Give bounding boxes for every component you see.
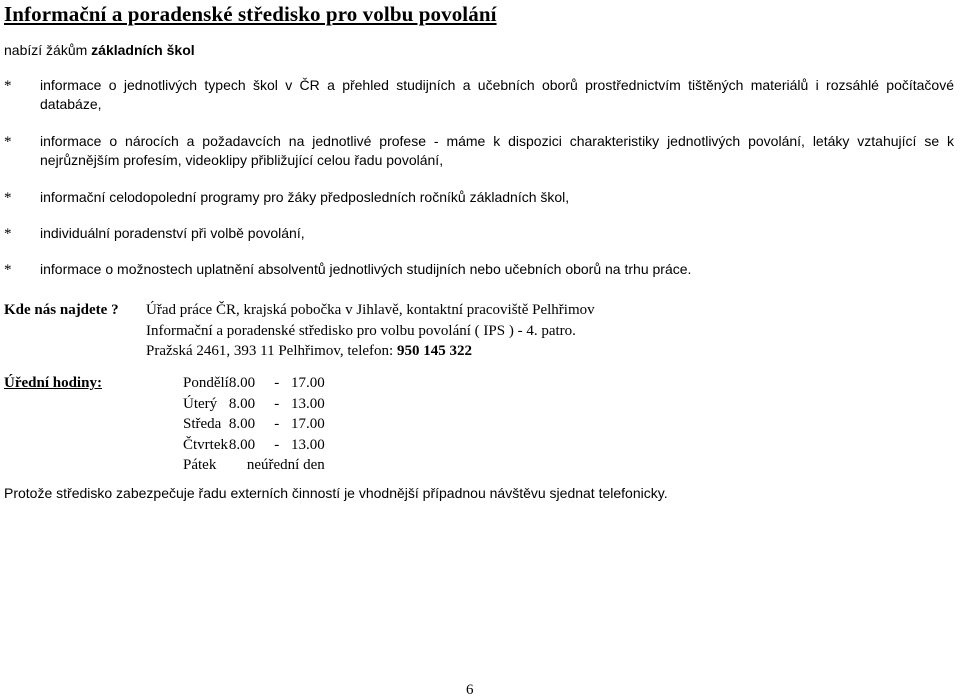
list-item xyxy=(0,188,960,207)
hours-day: Pátek xyxy=(183,457,217,473)
subtitle-prefix: nabízí žákům xyxy=(4,42,92,58)
phone-number: 950 145 322 xyxy=(396,343,472,359)
hours-to: 13.00 xyxy=(290,395,325,412)
address-line-street xyxy=(146,341,595,362)
list-item xyxy=(0,224,960,243)
hours-from: 8.00 xyxy=(228,375,256,391)
hours-to: 13.00 xyxy=(290,436,325,453)
location-label: Kde nás najdete ? xyxy=(4,302,119,318)
bullet-star-icon: * xyxy=(4,134,12,150)
address-line-department: Informační a poradenské středisko pro volbu povolání ( IPS ) - 4. patro. xyxy=(146,322,576,339)
page-title: Informační a poradenské středisko pro volbu povolání xyxy=(4,2,497,26)
table-row xyxy=(183,435,325,456)
list-item xyxy=(0,260,960,279)
bullet-star-icon: * xyxy=(4,262,12,278)
hours-to: 17.00 xyxy=(290,375,325,391)
services-list xyxy=(0,76,960,296)
address-street-text: Pražská 2461, 393 11 Pelhřimov, telefon: xyxy=(146,343,397,359)
hours-from: 8.00 xyxy=(228,436,256,453)
hours-dash: - xyxy=(274,416,280,432)
hours-from: 8.00 xyxy=(228,395,256,412)
office-hours-label: Úřední hodiny: xyxy=(4,375,102,391)
footer-note: Protože středisko zabezpečuje řadu externích činností je vhodnější případnou návštěvu sjednat telefonicky. xyxy=(4,485,668,501)
hours-from: 8.00 xyxy=(228,416,256,432)
table-row xyxy=(183,373,325,394)
bullet-star-icon: * xyxy=(4,226,12,242)
list-item-text: informace o jednotlivých typech škol v ČR a přehled studijních a učebních oborů prostřednictvím tištěných materiálů i rozsáhlé počítačové databáze, xyxy=(40,77,954,112)
table-row xyxy=(183,414,325,435)
list-item xyxy=(0,76,960,114)
hours-to: 17.00 xyxy=(290,416,325,432)
hours-day: Čtvrtek xyxy=(183,436,228,453)
subtitle-emphasis: základních škol xyxy=(91,42,195,58)
hours-closed: neúřední den xyxy=(246,457,325,473)
table-row xyxy=(183,455,325,476)
table-row xyxy=(183,394,325,415)
hours-day: Úterý xyxy=(183,395,218,412)
address-line-office: Úřad práce ČR, krajská pobočka v Jihlavě, kontaktní pracoviště Pelhřimov xyxy=(146,302,595,318)
page-number: 6 xyxy=(466,682,474,698)
bullet-star-icon: * xyxy=(4,190,12,206)
office-hours-table xyxy=(183,373,325,476)
list-item xyxy=(0,132,960,170)
hours-dash: - xyxy=(274,436,280,453)
bullet-star-icon: * xyxy=(4,78,12,94)
list-item-text: informace o možnostech uplatnění absolventů jednotlivých studijních nebo učebních oborů na trhu práce. xyxy=(40,261,692,277)
hours-dash: - xyxy=(274,375,280,391)
subtitle xyxy=(4,42,195,58)
address-block xyxy=(146,300,595,362)
list-item-text: individuální poradenství při volbě povolání, xyxy=(40,225,305,241)
hours-day: Pondělí xyxy=(183,375,229,391)
hours-day: Středa xyxy=(183,416,222,432)
hours-dash: - xyxy=(274,395,280,412)
list-item-text: informační celodopolední programy pro žáky předposledních ročníků základních škol, xyxy=(40,189,570,205)
list-item-text: informace o nárocích a požadavcích na jednotlivé profese - máme k dispozici charakteristiky jednotlivých povolání, letáky vztahující se k nejrůznějším profesím, videoklipy přibližující celou řadu povolání, xyxy=(40,133,954,168)
